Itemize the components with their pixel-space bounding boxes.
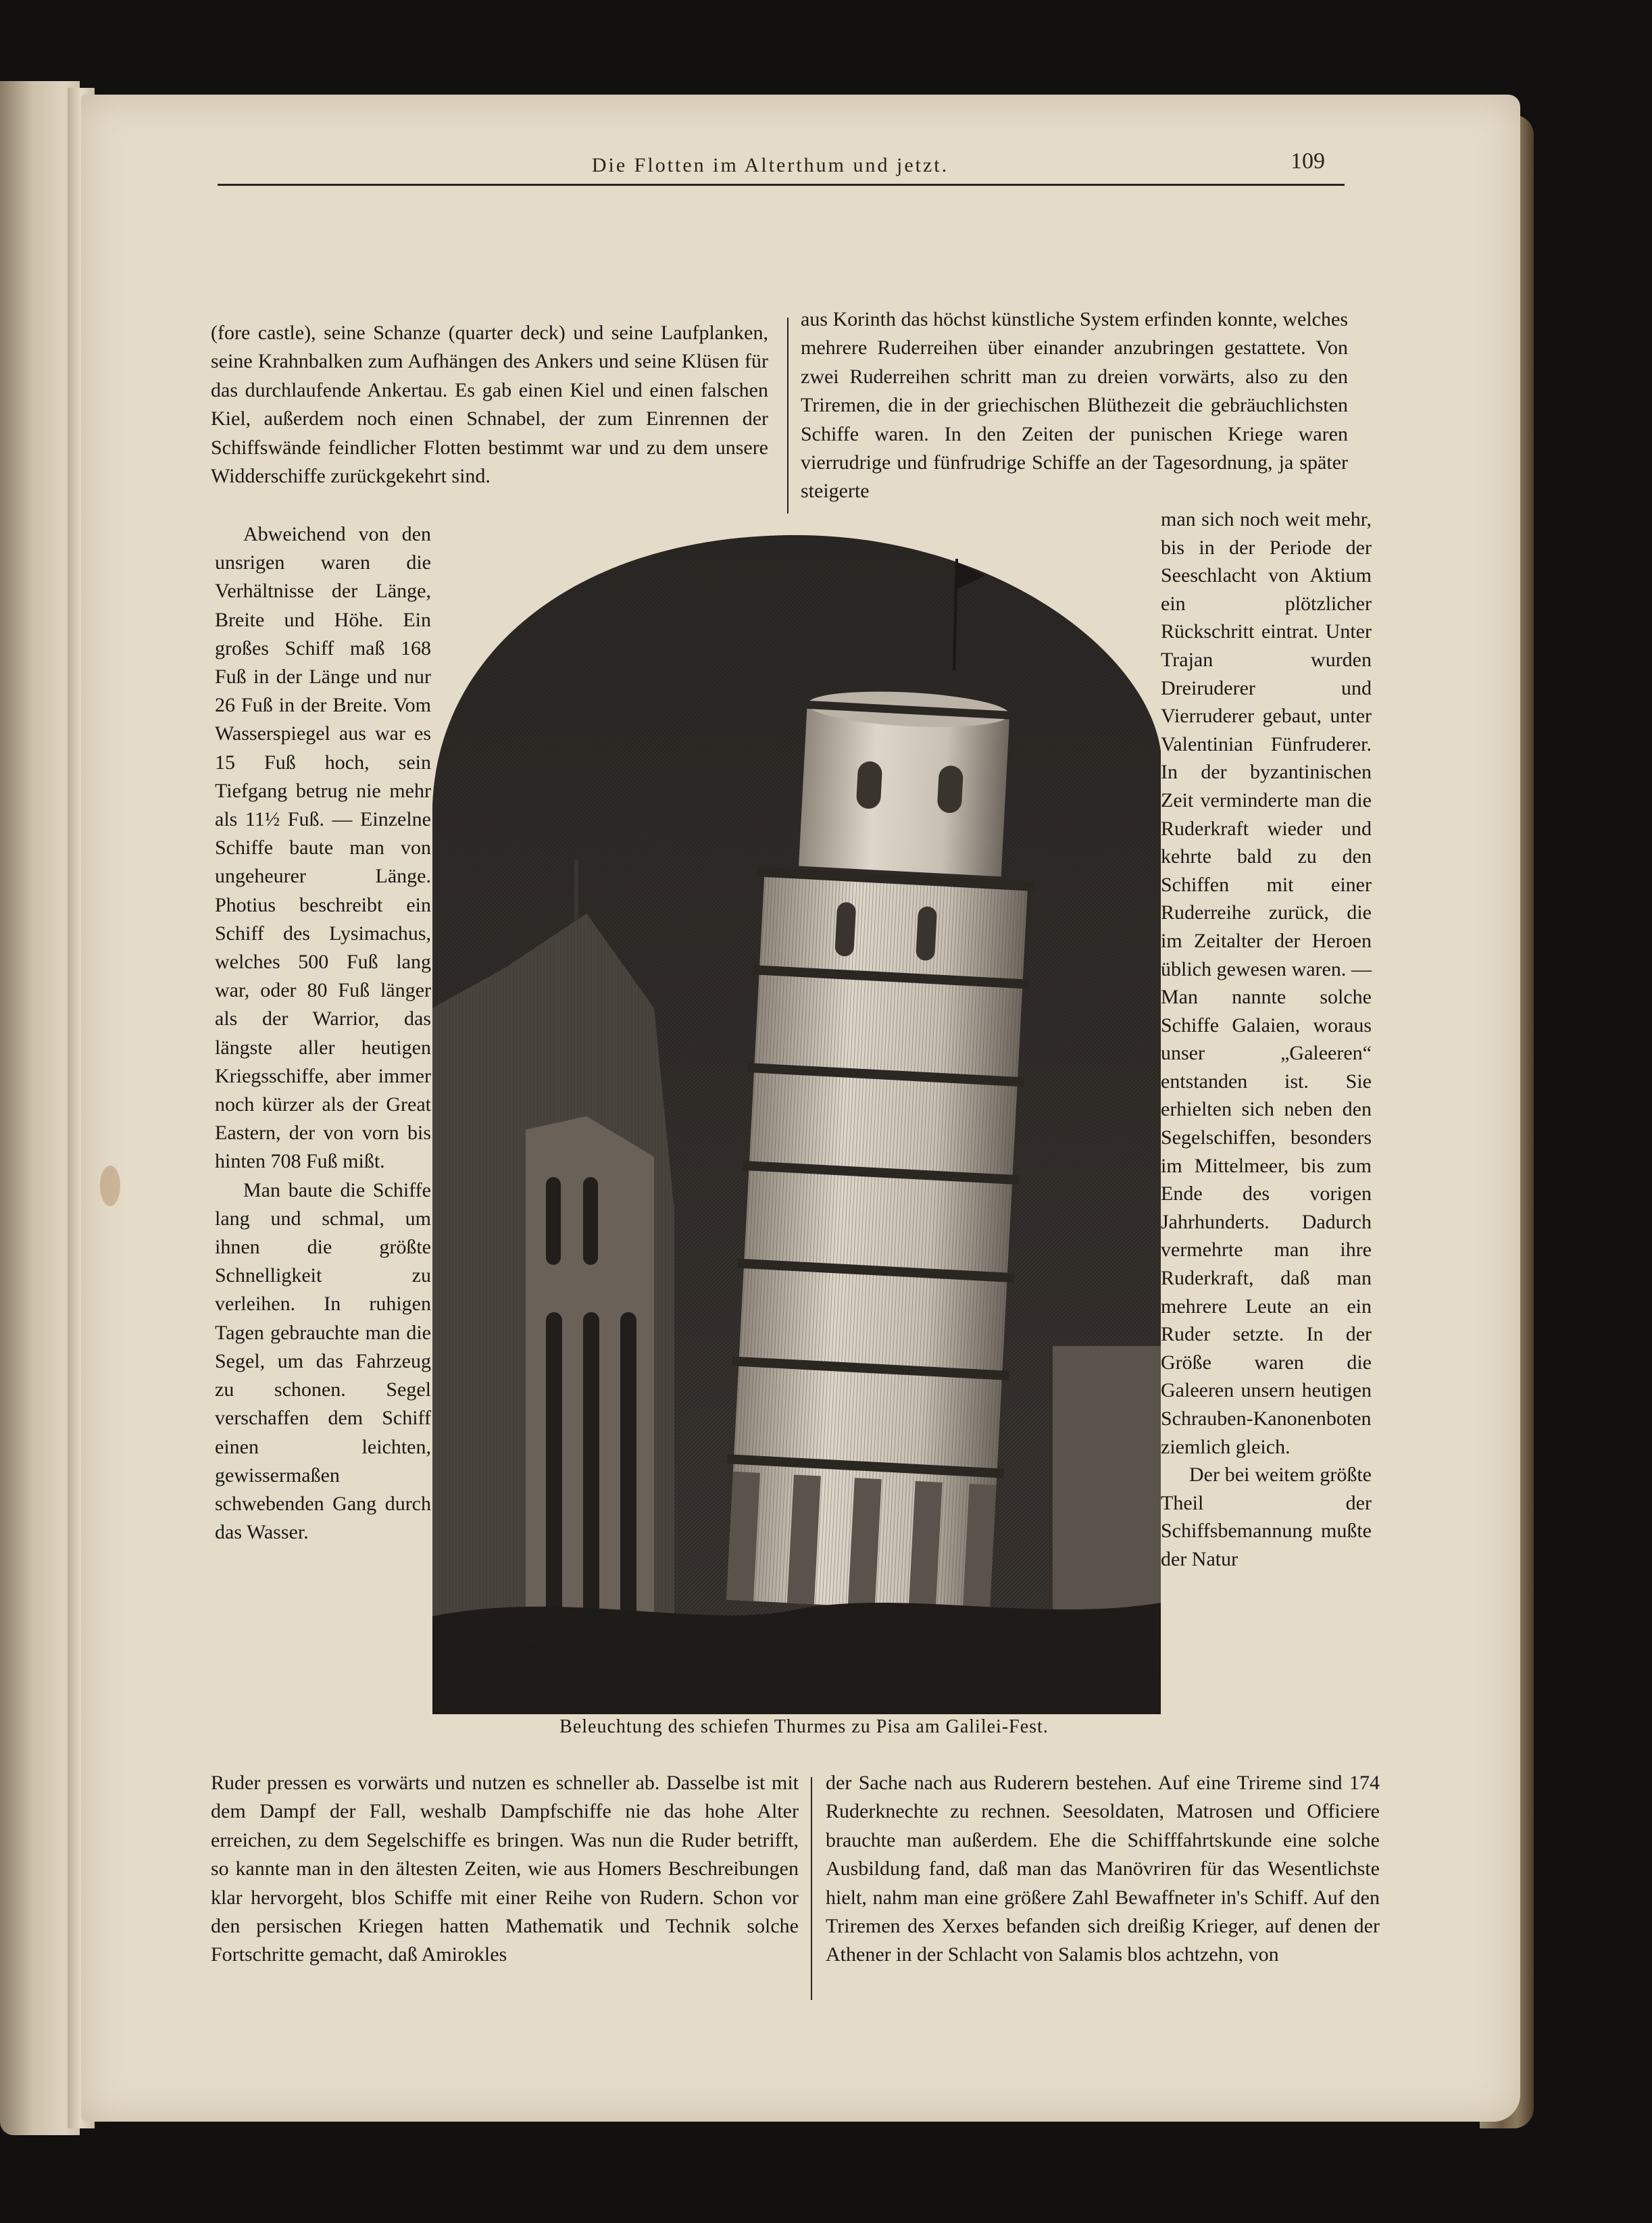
paragraph: Man baute die Schiffe lang und schmal, um ihnen die größte Schnelligkeit zu verleihen. In ruhigen Tagen gebrauchte man die Segel, um das Fahrzeug zu schonen. Segel verschaffen dem Schiff einen leichten, gewissermaßen schwebenden Gang durch das Wasser.: [215, 1178, 431, 1544]
paragraph: Der bei weitem größte Theil der Schiffsbemannung mußte der Natur: [1161, 1464, 1372, 1570]
paragraph: man sich noch weit mehr, bis in der Periode der Seeschlacht von Aktium ein plötzlicher Rückschritt eintrat. Unter Trajan wurden Dreiruderer und Vierruderer gebaut, unter Valentinian Fünfruderer. In der byzantinischen Zeit verminderte man die Ruderkraft wieder und kehrte bald zu den Schiffen mit einer Ruderreihe zurück, die im Zeitalter der Heroen üblich gewesen waren. — Man nannte solche Schiffe Galaien, woraus unser „Galeeren“ entstanden ist. Sie erhielten sich neben den Segelschiffen, besonders im Mittelmeer, bis zum Ende des vorigen Jahrhunderts. Dadurch vermehrte man ihre Ruderkraft, daß man mehrere Leute an ein Ruder setzte. In der Größe waren die Galeeren unsern heutigen Schrauben-Kanonenboten ziemlich gleich.: [1161, 508, 1372, 1458]
column-rule-bottom: [811, 1777, 812, 2000]
text-bottom-right: [826, 1769, 1380, 1970]
paragraph: (fore castle), seine Schanze (quarter deck) und seine Laufplanken, seine Krahnbalken zum Aufhängen des Ankers und seine Klüsen für das durchlaufende Ankertau. Es gab einen Kiel und einen falschen Kiel, außerdem noch einen Schnabel, der zum Einrennen der Schiffswände feindlicher Flotten bestimmt war und zu dem unsere Widderschiffe zurückgekehrt sind.: [211, 322, 768, 488]
pisa-tower-engraving: [431, 535, 1162, 1714]
illustration-caption: Beleuchtung des schiefen Thurmes zu Pisa am Galilei-Fest.: [559, 1716, 1049, 1737]
paragraph: aus Korinth das höchst künstliche System erfinden konnte, welches mehrere Ruderreihen über einander anzubringen gestattete. Von zwei Ruderreihen schritt man zu dreien vorwärts, also zu den Triremen, die in der griechischen Blüthezeit die gebräuchlichsten Schiffe waren. In den Zeiten der punischen Kriege waren vierrudrige und fünfrudrige Schiffe an der Tagesordnung, ja später steigerte: [801, 308, 1348, 503]
foxing-stain: [100, 1166, 120, 1206]
column-rule-top: [787, 318, 789, 514]
text-top-left: [211, 319, 768, 491]
page-number: 109: [1291, 149, 1325, 174]
text-left-column: [215, 520, 431, 1547]
text-right-column: [1161, 505, 1372, 1574]
paragraph: der Sache nach aus Ruderern bestehen. Auf eine Trireme sind 174 Ruderknechte zu rechnen. Seesoldaten, Matrosen und Officiere brauchte man außerdem. Ehe die Schifffahrtskunde eine solche Ausbildung fand, daß man das Manövriren für das Wesentlichste hielt, nahm man eine größere Zahl Bewaffneter in's Schiff. Auf den Triremen des Xerxes befanden sich dreißig Krieger, auf denen der Athener in der Schlacht von Salamis blos achtzehn, von: [826, 1772, 1380, 1966]
header-rule: [218, 184, 1345, 186]
running-header: Die Flotten im Alterthum und jetzt.: [591, 154, 949, 176]
text-top-right: [801, 305, 1348, 506]
paragraph: Abweichend von den unsrigen waren die Verhältnisse der Länge, Breite und Höhe. Ein großes Schiff maß 168 Fuß in der Länge und nur 26 Fuß in der Breite. Vom Wasserspiegel aus war es 15 Fuß hoch, sein Tiefgang betrug nie mehr als 11½ Fuß. — Einzelne Schiffe baute man von ungeheurer Länge. Photius beschreibt ein Schiff des Lysimachus, welches 500 Fuß lang war, oder 80 Fuß länger als der Warrior, das längste aller heutigen Kriegsschiffe, aber immer noch kürzer als der Great Eastern, der von vorn bis hinten 708 Fuß mißt.: [215, 523, 431, 1173]
paragraph: Ruder pressen es vorwärts und nutzen es schneller ab. Dasselbe ist mit dem Dampf der Fall, weshalb Dampfschiffe nie das hohe Alter erreichen, zu dem Segelschiffe es bringen. Was nun die Ruder betrifft, so kannte man in den ältesten Zeiten, wie aus Homers Beschreibungen klar hervorgeht, blos Schiffe mit einer Reihe von Rudern. Schon vor den persischen Kriegen hatten Mathematik und Technik solche Fortschritte gemacht, daß Amirokles: [211, 1772, 799, 1966]
text-bottom-left: [211, 1769, 799, 1970]
